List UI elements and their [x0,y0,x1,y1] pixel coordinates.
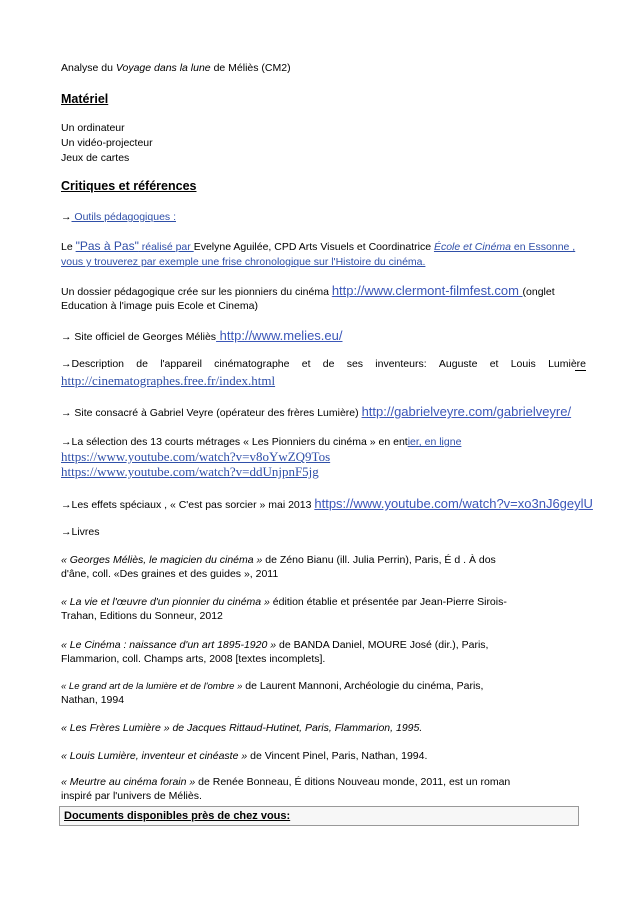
book-entry [61,596,507,609]
ecole-cinema-link[interactable]: École et Cinéma [433,241,511,253]
underline-divider [575,370,586,371]
description-word: et [301,358,311,370]
book-title: « Meurtre au cinéma forain » [61,776,196,788]
courts-text: →La sélection des 13 courts métrages « Les Pionniers du cinéma » en ent [61,436,408,448]
description-word: et [489,358,499,370]
materiel-item: Jeux de cartes [61,152,130,164]
book-entry [61,639,488,652]
dossier-text: Un dossier pédagogique crée sur les pionniers du cinéma [61,286,332,298]
melies-line [61,329,343,344]
veyre-line [61,405,571,420]
book-entry-line-2: Trahan, Editions du Sonneur, 2012 [61,610,223,622]
materiel-item: Un ordinateur [61,122,125,134]
title-suffix: de Méliès (CM2) [210,62,291,74]
description-word: →Description [61,358,125,370]
pasapas-line [61,240,575,254]
description-word: Auguste [438,358,478,370]
documents-box [59,806,579,826]
description-word: inventeurs: [375,358,427,370]
description-word: ses [346,358,364,370]
dossier-after: (onglet [522,286,555,298]
book-title: « Les Frères Lumière » de Jacques Rittaud-Hutinet, Paris, Flammarion, 1995. [61,722,423,734]
pasapas-realise[interactable]: réalisé par [138,241,194,253]
book-entry-line-2: Nathan, 1994 [61,694,125,706]
materiel-item: Un vidéo-projecteur [61,137,153,149]
documents-heading: Documents disponibles près de chez vous: [64,810,291,822]
clermont-link[interactable]: http://www.clermont-filmfest.com [331,283,523,298]
book-title: « Georges Méliès, le magicien du cinéma » [61,554,263,566]
book-entry-line-2: d'âne, coll. «Des graines et des guides », 2011 [61,568,279,580]
pasapas-link[interactable]: "Pas à Pas" [75,239,139,253]
youtube-link-2[interactable]: https://www.youtube.com/watch?v=ddUnjpnF5jg [61,464,319,479]
description-line [61,358,586,371]
youtube-line-1 [61,450,330,465]
book-title: « Le Cinéma : naissance d'un art 1895-1920 » [61,639,277,651]
book-entry-line-2: Flammarion, coll. Champs arts, 2008 [textes incomplets]. [61,653,326,665]
cinematographes-line [61,374,275,389]
arrow-icon: → [61,211,72,223]
outils-line [61,211,176,224]
description-word: cinématographe [214,358,290,370]
materiel-heading: Matériel [61,92,109,106]
book-entry [61,776,510,789]
youtube-line-2 [61,465,319,480]
book-entry [61,554,496,567]
critiques-heading: Critiques et références [61,179,197,193]
book-entry-line-2: inspiré par l'univers de Méliès. [61,790,202,802]
frise-link[interactable]: vous y trouverez par exemple une frise chronologique sur l'Histoire du cinéma. [61,256,426,268]
youtube-link-1[interactable]: https://www.youtube.com/watch?v=v8oYwZQ9Tos [61,449,331,464]
book-details: de Vincent Pinel, Paris, Nathan, 1994. [247,750,428,762]
dossier-line-2: Education à l'image puis Ecole et Cinema) [61,300,258,312]
effets-text: →Les effets spéciaux , « C'est pas sorcier » mai 2013 [61,499,315,511]
veyre-text: → Site consacré à Gabriel Veyre (opérateur des frères Lumière) [61,407,362,419]
book-title: « Louis Lumière, inventeur et cinéaste » [61,750,248,762]
cinematographes-link[interactable]: http://cinematographes.free.fr/index.html [61,373,276,388]
description-word: l'appareil [160,358,202,370]
description-word: de [322,358,335,370]
document-title [61,62,291,75]
veyre-link[interactable]: http://gabrielveyre.com/gabrielveyre/ [361,404,572,419]
dossier-line [61,284,555,299]
book-details: de Laurent Mannoni, Archéologie du cinéma, Paris, [242,680,484,692]
book-entry [61,680,483,693]
book-title: « La vie et l'œuvre d'un pionnier du cinéma » [61,596,270,608]
book-details: de Renée Bonneau, É ditions Nouveau monde, 2011, est un roman [195,776,511,788]
description-words [61,358,586,371]
description-word: Louis [510,358,536,370]
book-entry [61,722,422,735]
effets-link[interactable]: https://www.youtube.com/watch?v=xo3nJ6geylU [314,496,593,511]
melies-text: → Site officiel de Georges Méliès [61,331,217,343]
title-text: Analyse du [61,62,116,74]
book-entry [61,750,427,763]
livres-line: →Livres [61,526,100,538]
title-film: Voyage dans la lune [115,62,211,74]
book-title: « Le grand art de la lumière et de l'ombre » [61,681,243,692]
book-details: de Zéno Bianu (ill. Julia Perrin), Paris, É d . À dos [262,554,496,566]
effets-line [61,497,593,512]
outils-link[interactable]: Outils pédagogiques : [71,211,176,223]
pasapas-author: Evelyne Aguilée, CPD Arts Visuels et Coordinatrice [193,241,434,253]
book-details: édition établie et présentée par Jean-Pierre Sirois- [269,596,507,608]
essonne-link[interactable]: en Essonne , [511,241,576,253]
courts-line [61,436,461,449]
courts-link[interactable]: ier, en ligne [407,436,462,448]
description-word: Lumière [548,358,586,370]
melies-link[interactable]: http://www.melies.eu/ [216,328,343,343]
pasapas-line-2 [61,256,425,269]
book-details: de BANDA Daniel, MOURE José (dir.), Paris, [276,639,489,651]
pasapas-le: Le [61,241,76,253]
description-word: de [136,358,148,370]
